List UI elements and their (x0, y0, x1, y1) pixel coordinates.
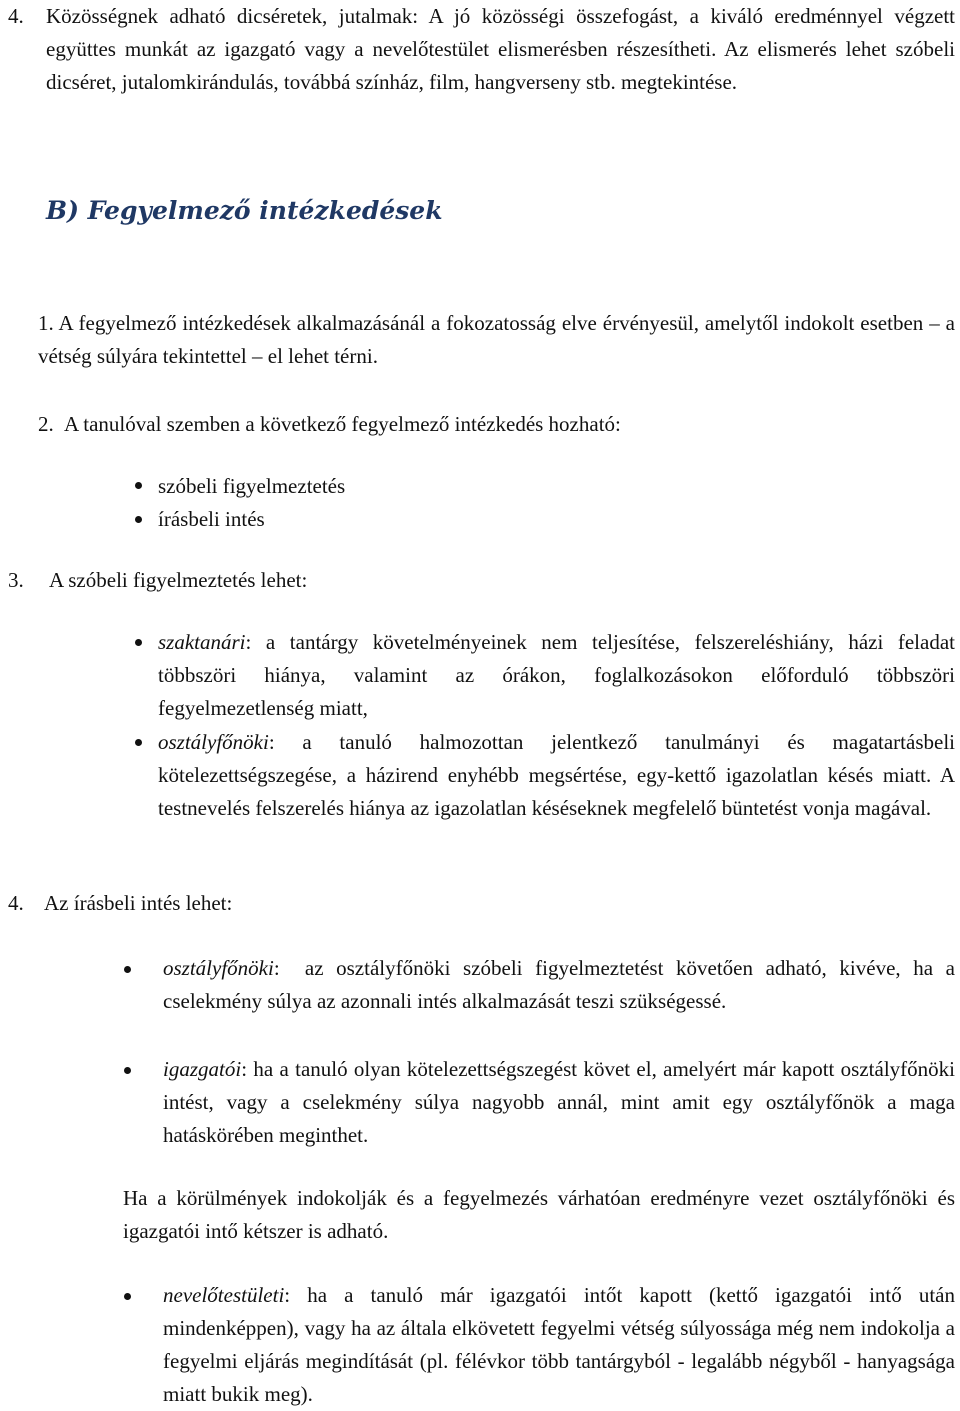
list-item-text: : a tantárgy követelményeinek nem teljesítése, felszereléshiány, házi feladat többszöri hiánya, valamint az órákon, foglalkozásokon előforduló többszöri fegyelmezetlenség miatt, (158, 630, 955, 720)
paragraph-item-1 (38, 307, 955, 373)
paragraph-item-3 (8, 564, 307, 597)
item-text: A fegyelmező intézkedések alkalmazásánál a fokozatosság elve érvényesül, amelytől indokolt esetben – a vétség súlyára tekintettel – el lehet térni. (38, 311, 955, 368)
item-number: 4. (8, 4, 24, 28)
list-item-text: : a tanuló halmozottan jelentkező tanulmányi és magatartásbeli kötelezettségszegése, a házirend enyhébb megsértése, egy-kettő igazolatlan késés miatt. A testnevelés felszerelés hiánya az igazolatlan késéseknek megfelelő büntetést vonja magával. (158, 730, 955, 820)
list-item: szóbeli figyelmeztetés (158, 474, 346, 498)
item-number: 2. (38, 412, 54, 436)
bullet-icon (135, 482, 142, 489)
bullet-icon (124, 1067, 131, 1074)
item-text: Az írásbeli intés lehet: (44, 891, 233, 915)
list-item (158, 626, 955, 725)
note-paragraph: Ha a körülmények indokolják és a fegyelmezés várhatóan eredményre vezet osztályfőnöki és igazgatói intő kétszer is adható. (123, 1186, 955, 1243)
bullet-icon (135, 516, 142, 523)
list-item-lead: osztályfőnöki (158, 730, 269, 754)
item-number: 1. (38, 311, 54, 335)
list-item-lead: nevelőtestületi (163, 1283, 285, 1307)
paragraph-item-4 (8, 887, 232, 920)
list-item-text: : ha a tanuló olyan kötelezettségszegést követ el, amelyért már kapott osztályfőnöki intést, vagy a cselekmény súlya nagyobb annál, mint amit egy osztályfőnök a maga hatáskörében meginthet. (163, 1057, 955, 1147)
bullet-icon (135, 739, 142, 746)
list-item (163, 1279, 955, 1411)
list-item-text: : az osztályfőnöki szóbeli figyelmeztetést követően adható, kivéve, ha a cselekmény súlya az azonnali intés alkalmazását teszi szükségessé. (163, 956, 960, 1013)
paragraph-community-praise: Közösségnek adható dicséretek, jutalmak: A jó közösségi összefogást, a kiváló eredménnyel végzett együttes munkát az igazgató vagy a nevelőtestület elismerésben részesítheti. Az elismerés lehet szóbeli dicséret, jutalomkirándulás, továbbá színház, film, hangverseny stb. megtekintése. (46, 4, 955, 94)
list-item (163, 1053, 955, 1152)
bullet-icon (135, 639, 142, 646)
list-item-lead: igazgatói (163, 1057, 242, 1081)
section-heading: B) Fegyelmező intézkedések (46, 196, 443, 225)
bullet-icon (124, 966, 131, 973)
list-item-text: : ha a tanuló már igazgatói intőt kapott (kettő igazgatói intő után mindenképpen), vagy ha az általa elkövetett fegyelmi vétség súlyossága még nem indokolja a fegyelmi eljárás megindítását (pl. félévkor több tantárgyból - legalább négyből - hanyagsága miatt bukik meg). (163, 1283, 955, 1406)
list-item: írásbeli intés (158, 507, 265, 531)
item-number: 3. (8, 568, 24, 592)
list-item (158, 726, 955, 825)
item-text: A szóbeli figyelmeztetés lehet: (49, 568, 308, 592)
item-text: A tanulóval szemben a következő fegyelmező intézkedés hozható: (64, 412, 621, 436)
paragraph-item-2 (38, 408, 621, 441)
list-item-lead: osztályfőnöki (163, 956, 274, 980)
bullet-icon (124, 1293, 131, 1300)
list-item-lead: szaktanári (158, 630, 246, 654)
item-number: 4. (8, 891, 24, 915)
list-item (163, 952, 960, 1018)
